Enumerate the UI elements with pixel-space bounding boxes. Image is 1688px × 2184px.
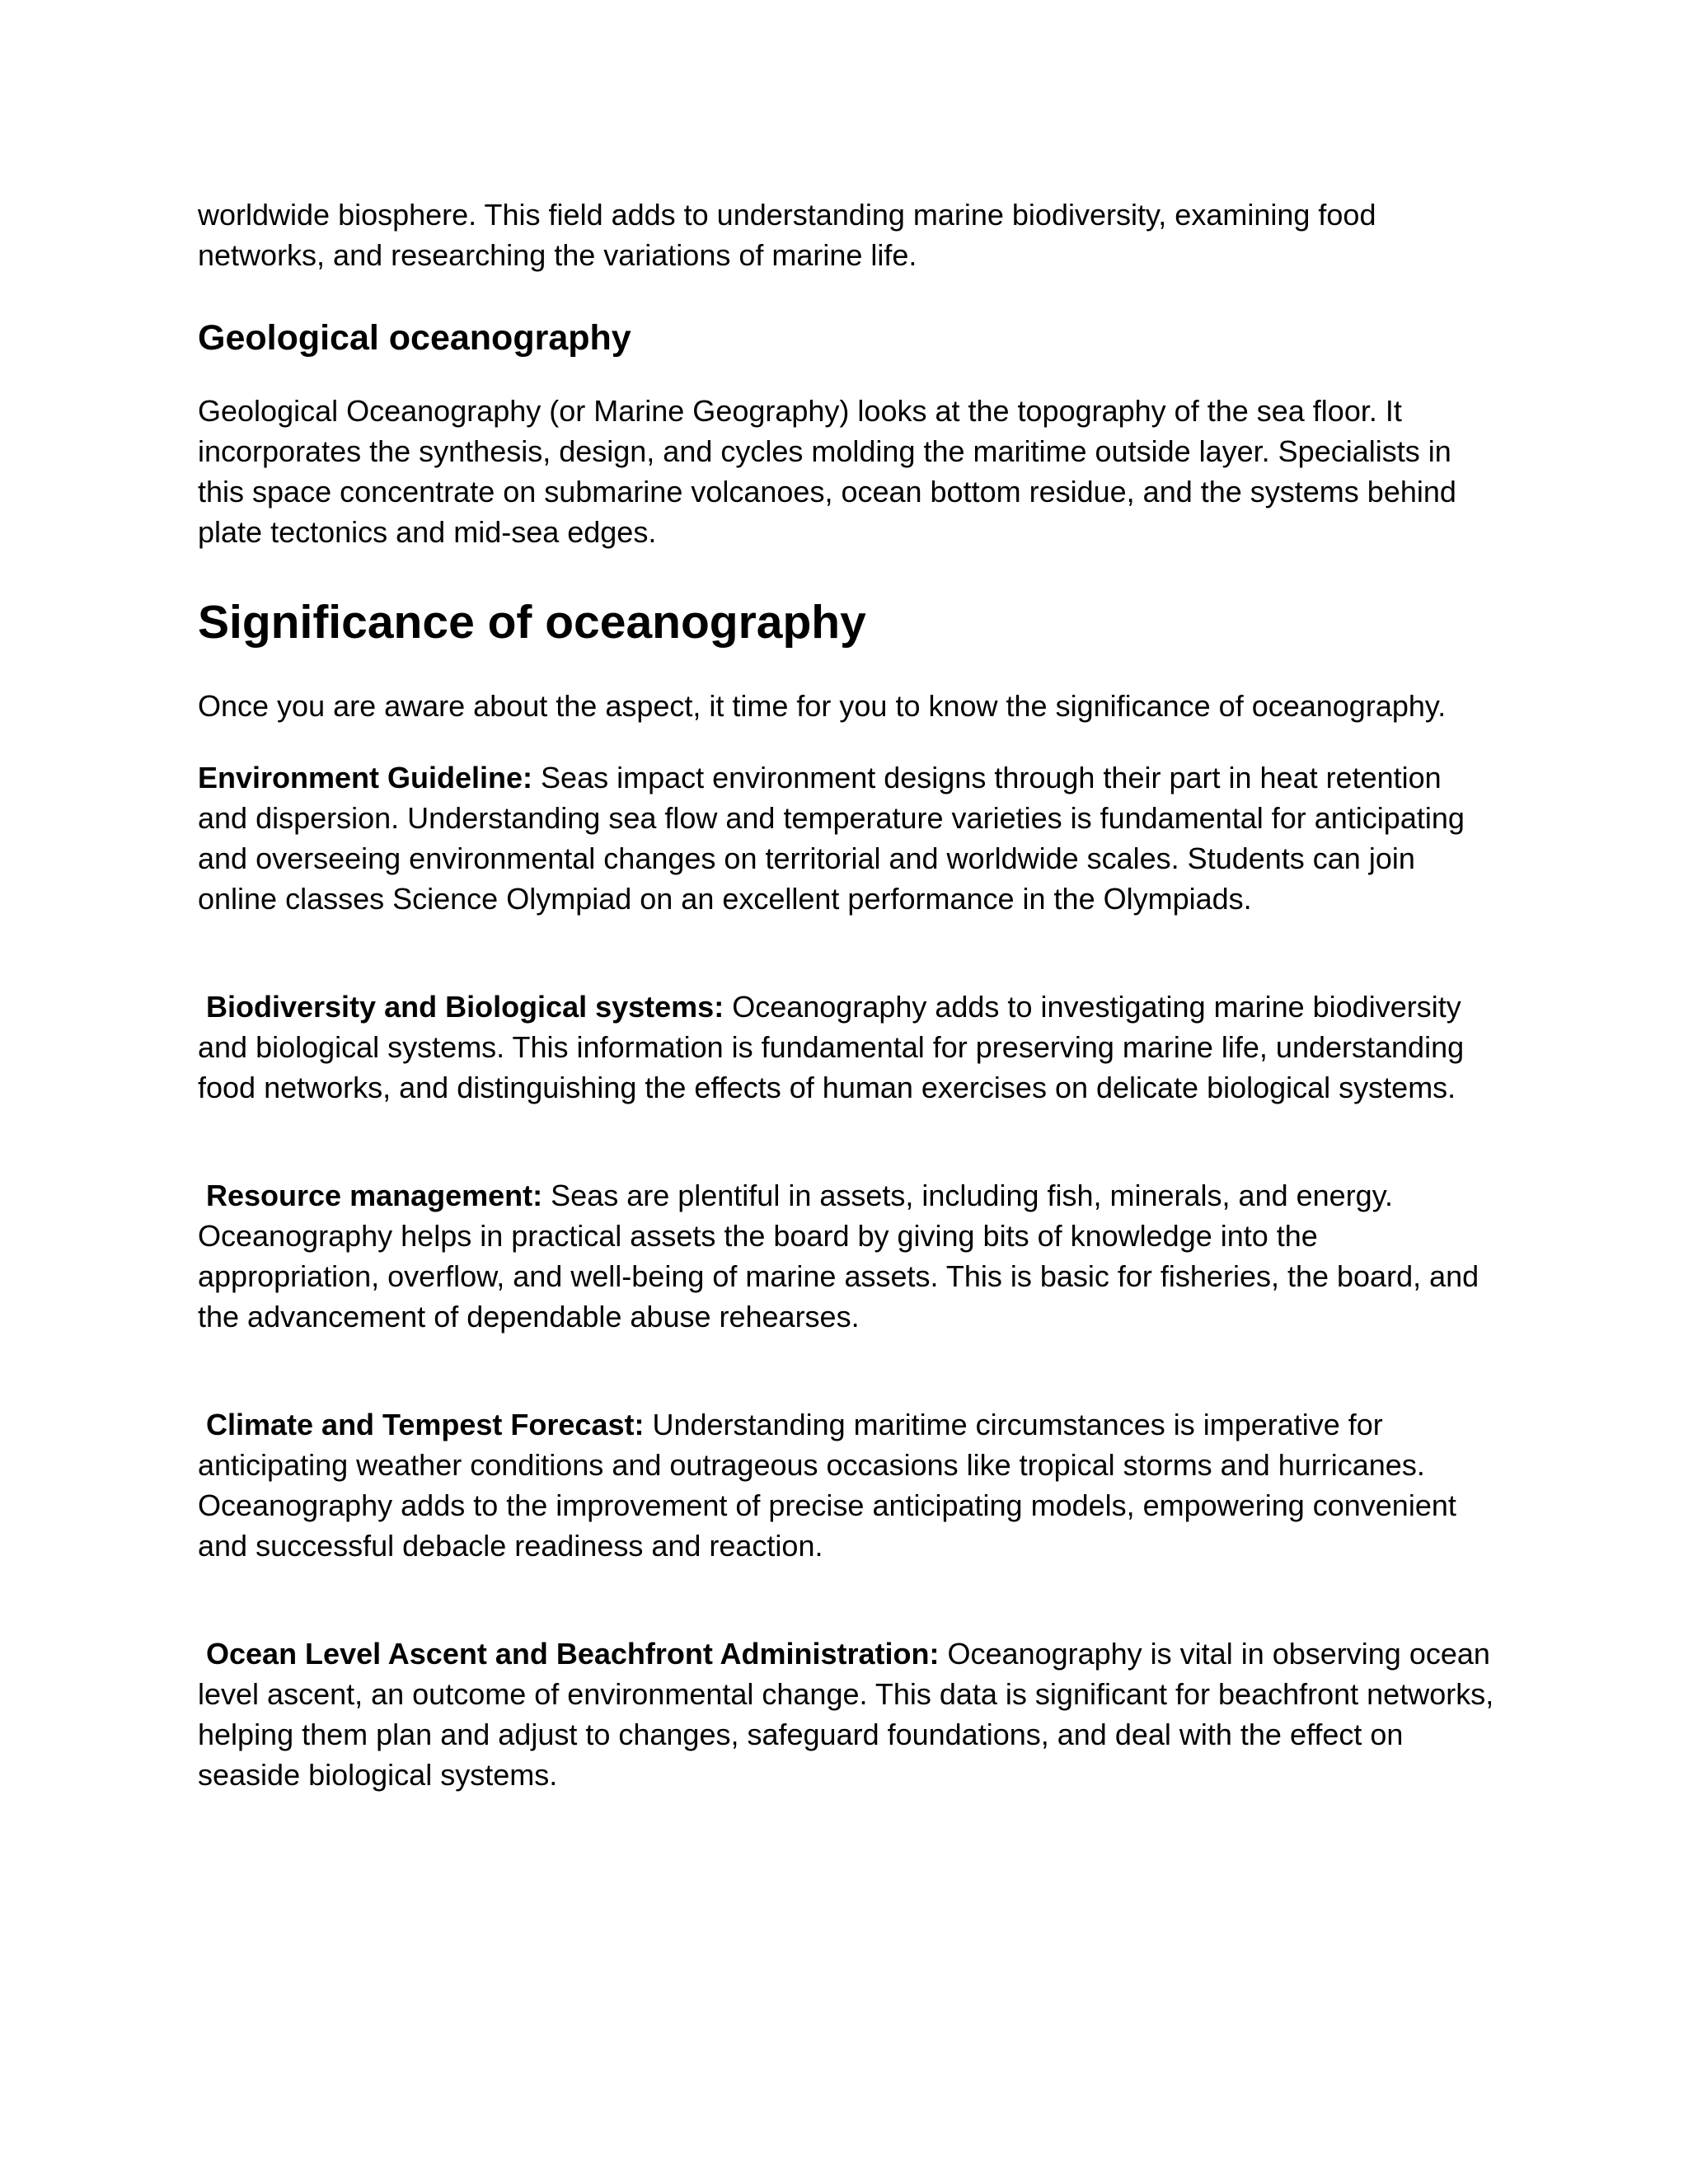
point-title: Climate and Tempest Forecast: [206, 1408, 645, 1441]
point-title: Resource management: [206, 1179, 543, 1212]
geological-heading: Geological oceanography [198, 318, 631, 358]
point-title: Ocean Level Ascent and Beachfront Administration: [206, 1637, 940, 1671]
point-text: Seas impact environment designs through their part in heat retention and dispersion. Understanding sea flow and temperature varieties is fundamental for anticipating and overseeing environmental changes on territorial and worldwide scales. Students can join online classes Science Olympiad on an excellent performance in the Olympiads. [198, 761, 1465, 916]
point-text: Oceanography adds to investigating marine biodiversity and biological systems. This information is fundamental for preserving marine life, understanding food networks, and distinguishing the effects of human exercises on delicate biological systems. [198, 990, 1465, 1104]
point-text: Seas are plentiful in assets, including fish, minerals, and energy. Oceanography helps in practical assets the board by giving bits of knowledge into the appropriation, overflow, and well-being of marine assets. This is basic for fisheries, the board, and the advancement of dependable abuse rehearses. [198, 1179, 1479, 1333]
document-page [198, 194, 1497, 1795]
point-environment [198, 757, 1497, 919]
point-title: Biodiversity and Biological systems: [206, 990, 724, 1024]
geological-paragraph: Geological Oceanography (or Marine Geography) looks at the topography of the sea floor. It incorporates the synthesis, design, and cycles molding the maritime outside layer. Specialists in this space concentrate on submarine volcanoes, ocean bottom residue, and the systems behind plate tectonics and mid-sea edges. [198, 394, 1456, 549]
intro-paragraph: worldwide biosphere. This field adds to understanding marine biodiversity, examining food networks, and researching the variations of marine life. [198, 198, 1376, 272]
significance-intro: Once you are aware about the aspect, it time for you to know the significance of oceanography. [198, 689, 1447, 723]
point-biodiversity [198, 987, 1497, 1108]
point-resource [198, 1175, 1497, 1337]
significance-heading: Significance of oceanography [198, 596, 866, 649]
point-text: Understanding maritime circumstances is imperative for anticipating weather conditions and outrageous occasions like tropical storms and hurricanes. Oceanography adds to the improvement of precise anticipating models, empowering convenient and successful debacle readiness and reaction. [198, 1408, 1456, 1563]
point-text: Oceanography is vital in observing ocean level ascent, an outcome of environmental change. This data is significant for beachfront networks, helping them plan and adjust to changes, safeguard foundations, and deal with the effect on seaside biological systems. [198, 1637, 1494, 1792]
point-ocean-level [198, 1633, 1497, 1795]
point-climate [198, 1404, 1497, 1566]
point-title: Environment Guideline: [198, 761, 533, 794]
